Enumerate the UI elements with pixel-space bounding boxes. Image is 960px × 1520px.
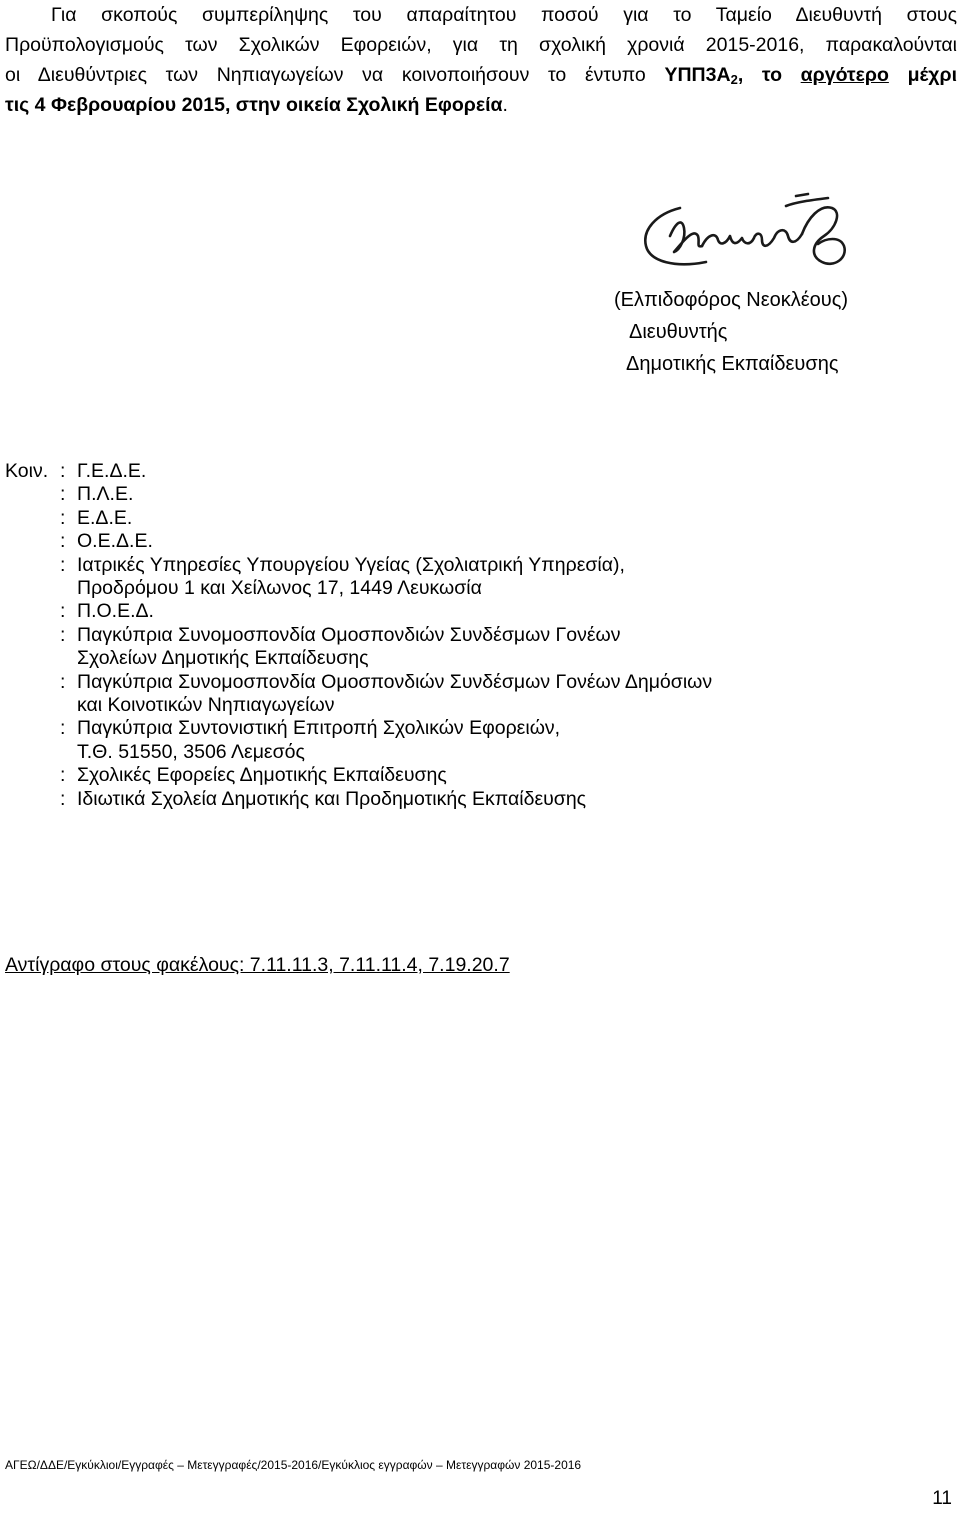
- cc-recipient: [77, 788, 945, 811]
- cc-recipient-line: Σχολείων Δημοτικής Εκπαίδευσης: [77, 647, 369, 670]
- page-number: 11: [932, 1488, 952, 1509]
- cc-colon: :: [60, 787, 66, 810]
- cc-recipient-line: Ιατρικές Υπηρεσίες Υπουργείου Υγείας (Σχολιατρική Υπηρεσία),: [77, 553, 625, 576]
- cc-colon: :: [60, 460, 66, 482]
- footer-file-path: ΑΓΕΩ/ΔΔΕ/Εγκύκλιοι/Εγγραφές – Μετεγγραφές/2015-2016/Εγκύκλιος εγγραφών – Μετεγγραφών 2015-2016: [5, 1458, 582, 1472]
- cc-entry: [5, 483, 945, 506]
- cc-label: Κοιν.: [5, 460, 49, 482]
- copy-to-files: Αντίγραφο στους φακέλους: 7.11.11.3, 7.11.11.4, 7.19.20.7: [5, 954, 510, 976]
- cc-entry: [5, 600, 945, 623]
- cc-entry: [5, 788, 945, 811]
- cc-recipient-line: και Κοινοτικών Νηπιαγωγείων: [77, 694, 335, 717]
- signatory-department: Δημοτικής Εκπαίδευσης: [626, 353, 839, 375]
- cc-colon: :: [60, 600, 66, 623]
- cc-recipient-line: Σχολικές Εφορείες Δημοτικής Εκπαίδευσης: [77, 764, 447, 787]
- cc-distribution-list: [5, 460, 945, 811]
- signatory-name: (Ελπιδοφόρος Νεοκλέους): [614, 289, 849, 311]
- cc-entry: [5, 624, 945, 671]
- paragraph-line-2: Προϋπολογισμούς των Σχολικών Εφορειών, για τη σχολική χρονιά 2015-2016, παρακαλούνται: [5, 34, 957, 56]
- form-to-text: , το: [737, 64, 782, 86]
- cc-entry: [5, 717, 945, 764]
- cc-recipient-line: Π.Λ.Ε.: [77, 483, 134, 506]
- cc-colon: :: [60, 670, 66, 693]
- cc-entry: [5, 530, 945, 553]
- cc-recipient-line: Παγκύπρια Συντονιστική Επιτροπή Σχολικών Εφορειών,: [77, 717, 561, 740]
- cc-colon: :: [60, 623, 66, 646]
- cc-entry: [5, 671, 945, 718]
- cc-recipient: [77, 671, 945, 718]
- cc-entry: [5, 507, 945, 530]
- paragraph-line-3: [5, 60, 957, 90]
- cc-entry: [5, 460, 945, 483]
- cc-colon: :: [60, 553, 66, 576]
- deadline-emphasis: αργότερο: [800, 64, 889, 86]
- cc-recipient: [77, 624, 945, 671]
- paragraph-line-4: [5, 90, 957, 120]
- form-code-text: ΥΠΠ3Α: [664, 64, 731, 86]
- form-code: [664, 64, 957, 86]
- cc-recipient-line: Π.Ο.Ε.Δ.: [77, 600, 154, 623]
- form-code-subscript: 2: [730, 72, 738, 87]
- cc-colon: :: [60, 764, 66, 787]
- deadline-date: τις 4 Φεβρουαρίου 2015, στην οικεία Σχολική Εφορεία: [5, 94, 503, 116]
- paragraph-end-period: .: [502, 94, 508, 116]
- cc-recipient: [77, 507, 945, 530]
- cc-recipient: [77, 764, 945, 787]
- cc-recipient-line: Τ.Θ. 51550, 3506 Λεμεσός: [77, 740, 305, 763]
- instruction-paragraph: [5, 0, 957, 120]
- cc-entry: [5, 554, 945, 601]
- cc-recipient: [77, 483, 945, 506]
- cc-colon: :: [60, 506, 66, 529]
- until-text: μέχρι: [907, 64, 957, 86]
- paragraph-line-1: [5, 0, 957, 30]
- cc-recipient: [77, 530, 945, 553]
- signature-block: [614, 284, 914, 380]
- cc-recipient-line: Παγκύπρια Συνομοσπονδία Ομοσπονδιών Συνδέσμων Γονέων Δημόσιων: [77, 670, 713, 693]
- cc-recipient-line: Παγκύπρια Συνομοσπονδία Ομοσπονδιών Συνδέσμων Γονέων: [77, 623, 621, 646]
- cc-colon: :: [60, 717, 66, 740]
- signatory-title: Διευθυντής: [629, 321, 728, 343]
- paragraph-line-3-text: οι Διευθύντριες των Νηπιαγωγείων να κοινοποιήσουν το έντυπο: [5, 64, 646, 86]
- cc-recipient-line: Ιδιωτικά Σχολεία Δημοτικής και Προδημοτικής Εκπαίδευσης: [77, 787, 587, 810]
- cc-recipient-line: Γ.Ε.Δ.Ε.: [77, 460, 147, 482]
- cc-colon: :: [60, 530, 66, 553]
- cc-recipient-line: Ε.Δ.Ε.: [77, 506, 133, 529]
- cc-recipient-line: Ο.Ε.Δ.Ε.: [77, 530, 153, 553]
- cc-recipient: [77, 717, 945, 764]
- handwritten-signature: [636, 178, 856, 278]
- cc-colon: :: [60, 483, 66, 506]
- cc-entry: [5, 764, 945, 787]
- paragraph-line-1-text: Για σκοπούς συμπερίληψης του απαραίτητου ποσού για το Ταμείο Διευθυντή στους: [51, 4, 957, 26]
- cc-recipient-line: Προδρόμου 1 και Χείλωνος 17, 1449 Λευκωσία: [77, 577, 482, 600]
- cc-recipient: [77, 554, 945, 601]
- cc-recipient: [77, 600, 945, 623]
- cc-recipient: [77, 460, 945, 483]
